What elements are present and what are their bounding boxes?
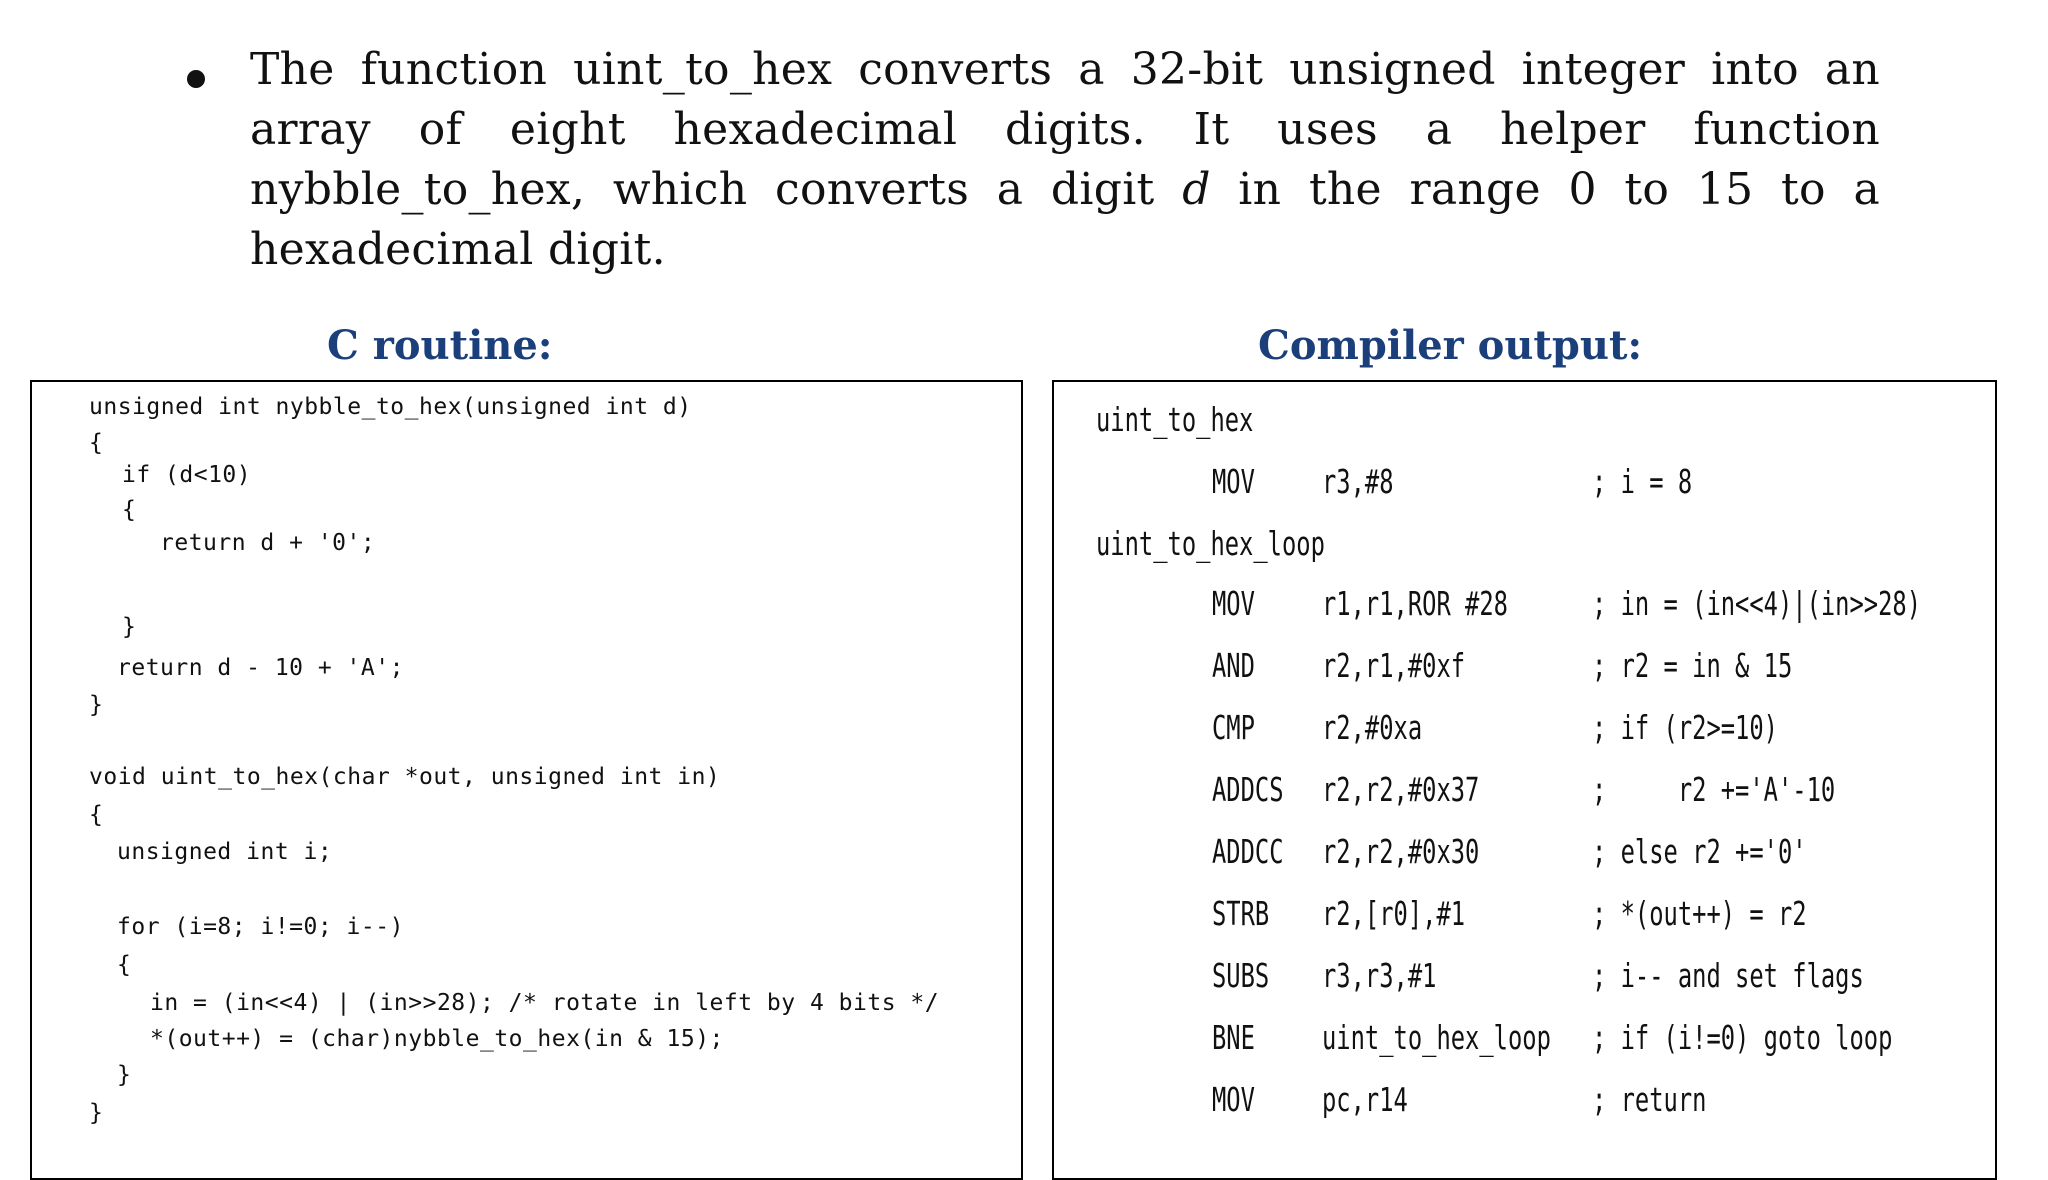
asm-operands: r2,#0xa [1322, 708, 1423, 747]
asm-comment: ; in = (in<<4)|(in>>28) [1592, 584, 1922, 623]
asm-comment: ; r2 +='A'-10 [1592, 770, 1836, 809]
description-start: The function uint_to_hex converts a 32-bit unsigned integer into an array of eight hexadecimal digits. It uses a helper function nybble_to_hex, which converts a digit [250, 44, 1880, 215]
c-code-panel [30, 380, 1023, 1180]
code-line: return d + '0'; [160, 530, 376, 556]
asm-opcode: AND [1212, 646, 1255, 685]
asm-opcode: MOV [1212, 462, 1255, 501]
digit-variable: d [1182, 164, 1211, 215]
asm-opcode: SUBS [1212, 956, 1270, 995]
code-line: } [89, 1100, 104, 1126]
asm-opcode: STRB [1212, 894, 1270, 933]
code-line: { [117, 952, 132, 978]
asm-operands: r2,r2,#0x30 [1322, 832, 1480, 871]
code-line: } [117, 1062, 132, 1088]
asm-comment: ; return [1592, 1080, 1707, 1119]
asm-opcode: MOV [1212, 1080, 1255, 1119]
asm-comment: ; else r2 +='0' [1592, 832, 1807, 871]
code-line: } [122, 614, 137, 640]
asm-opcode: ADDCS [1212, 770, 1284, 809]
asm-comment: ; i-- and set flags [1592, 956, 1864, 995]
code-line: void uint_to_hex(char *out, unsigned int in) [89, 764, 721, 790]
code-line: if (d<10) [122, 462, 252, 488]
description-text [250, 40, 1880, 280]
code-line: { [122, 497, 137, 523]
asm-comment: ; if (i!=0) goto loop [1592, 1018, 1893, 1057]
code-line: unsigned int i; [117, 839, 333, 865]
compiler-output-panel [1052, 380, 1997, 1180]
description-end: in the range 0 to 15 to a hexadecimal digit. [250, 164, 1880, 275]
asm-opcode: ADDCC [1212, 832, 1284, 871]
code-line: for (i=8; i!=0; i--) [117, 914, 404, 940]
asm-operands: r3,r3,#1 [1322, 956, 1437, 995]
c-routine-heading: C routine: [327, 322, 553, 369]
asm-opcode: BNE [1212, 1018, 1255, 1057]
asm-opcode: MOV [1212, 584, 1255, 623]
code-line: unsigned int nybble_to_hex(unsigned int d) [89, 394, 692, 420]
asm-operands: r2,r1,#0xf [1322, 646, 1466, 685]
asm-operands: r1,r1,ROR #28 [1322, 584, 1508, 623]
asm-label: uint_to_hex_loop [1096, 524, 1325, 563]
asm-operands: r2,r2,#0x37 [1322, 770, 1480, 809]
asm-operands: r3,#8 [1322, 462, 1394, 501]
code-line: { [89, 802, 104, 828]
asm-operands: pc,r14 [1322, 1080, 1408, 1119]
code-line: *(out++) = (char)nybble_to_hex(in & 15); [150, 1026, 724, 1052]
code-line: } [89, 692, 104, 718]
asm-label: uint_to_hex [1096, 400, 1254, 439]
asm-operands: uint_to_hex_loop [1322, 1018, 1551, 1057]
asm-operands: r2,[r0],#1 [1322, 894, 1466, 933]
bullet-icon [187, 70, 205, 88]
code-line: { [89, 430, 104, 456]
bullet-paragraph [250, 40, 1880, 280]
asm-comment: ; i = 8 [1592, 462, 1693, 501]
asm-comment: ; if (r2>=10) [1592, 708, 1778, 747]
code-line: in = (in<<4) | (in>>28); /* rotate in left by 4 bits */ [150, 990, 940, 1016]
code-line: return d - 10 + 'A'; [117, 655, 404, 681]
compiler-output-heading: Compiler output: [1258, 322, 1643, 369]
asm-opcode: CMP [1212, 708, 1255, 747]
asm-comment: ; r2 = in & 15 [1592, 646, 1793, 685]
asm-comment: ; *(out++) = r2 [1592, 894, 1807, 933]
